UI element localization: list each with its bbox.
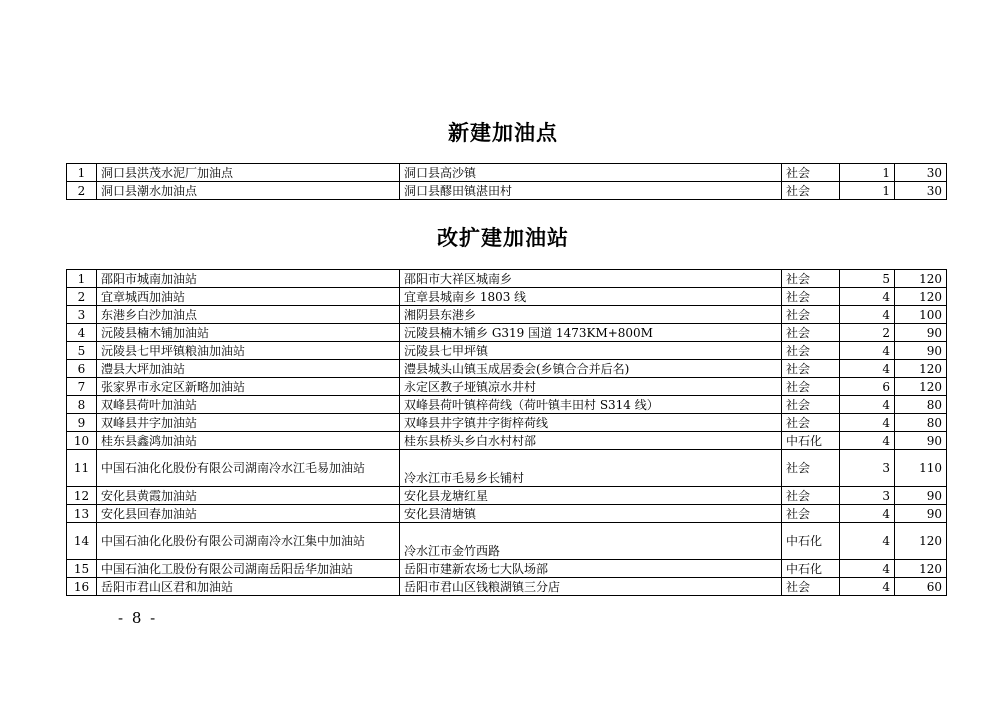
station-location: 双峰县荷叶镇梓荷线（荷叶镇丰田村 S314 线） bbox=[400, 396, 782, 414]
table-row bbox=[67, 288, 947, 306]
row-number: 2 bbox=[67, 288, 97, 306]
capacity-value: 120 bbox=[895, 288, 947, 306]
row-number: 15 bbox=[67, 560, 97, 578]
station-type: 中石化 bbox=[782, 560, 840, 578]
capacity-value: 90 bbox=[895, 505, 947, 523]
station-type: 社会 bbox=[782, 270, 840, 288]
station-type: 社会 bbox=[782, 360, 840, 378]
station-location: 沅陵县楠木铺乡 G319 国道 1473KM+800M bbox=[400, 324, 782, 342]
table-row bbox=[67, 578, 947, 596]
new-stations-table bbox=[66, 163, 947, 200]
station-location: 冷水江市金竹西路 bbox=[400, 523, 782, 560]
station-location: 宜章县城南乡 1803 线 bbox=[400, 288, 782, 306]
station-location: 邵阳市大祥区城南乡 bbox=[400, 270, 782, 288]
row-number: 13 bbox=[67, 505, 97, 523]
row-number: 8 bbox=[67, 396, 97, 414]
station-type: 中石化 bbox=[782, 432, 840, 450]
station-type: 社会 bbox=[782, 487, 840, 505]
pump-count: 1 bbox=[840, 164, 895, 182]
section-title-new: 新建加油点 bbox=[448, 120, 558, 145]
capacity-value: 120 bbox=[895, 560, 947, 578]
station-name: 岳阳市君山区君和加油站 bbox=[97, 578, 400, 596]
capacity-value: 90 bbox=[895, 487, 947, 505]
capacity-value: 30 bbox=[895, 164, 947, 182]
pump-count: 4 bbox=[840, 432, 895, 450]
row-number: 11 bbox=[67, 450, 97, 487]
row-number: 9 bbox=[67, 414, 97, 432]
row-number: 1 bbox=[67, 164, 97, 182]
station-name: 中国石油化工股份有限公司湖南岳阳岳华加油站 bbox=[97, 560, 400, 578]
capacity-value: 90 bbox=[895, 342, 947, 360]
station-type: 社会 bbox=[782, 288, 840, 306]
station-type: 社会 bbox=[782, 396, 840, 414]
table-row bbox=[67, 360, 947, 378]
capacity-value: 90 bbox=[895, 324, 947, 342]
table-row bbox=[67, 342, 947, 360]
capacity-value: 80 bbox=[895, 414, 947, 432]
pump-count: 4 bbox=[840, 505, 895, 523]
pump-count: 5 bbox=[840, 270, 895, 288]
pump-count: 4 bbox=[840, 306, 895, 324]
row-number: 4 bbox=[67, 324, 97, 342]
row-number: 7 bbox=[67, 378, 97, 396]
station-name: 安化县黄霞加油站 bbox=[97, 487, 400, 505]
row-number: 3 bbox=[67, 306, 97, 324]
station-name: 双峰县井字加油站 bbox=[97, 414, 400, 432]
table-row bbox=[67, 378, 947, 396]
row-number: 10 bbox=[67, 432, 97, 450]
pump-count: 4 bbox=[840, 414, 895, 432]
table-row bbox=[67, 270, 947, 288]
capacity-value: 120 bbox=[895, 270, 947, 288]
pump-count: 4 bbox=[840, 578, 895, 596]
capacity-value: 120 bbox=[895, 360, 947, 378]
table-row bbox=[67, 396, 947, 414]
capacity-value: 100 bbox=[895, 306, 947, 324]
station-name: 张家界市永定区新略加油站 bbox=[97, 378, 400, 396]
station-name: 澧县大坪加油站 bbox=[97, 360, 400, 378]
station-name: 邵阳市城南加油站 bbox=[97, 270, 400, 288]
station-name: 中国石油化化股份有限公司湖南冷水江集中加油站 bbox=[97, 523, 400, 560]
station-location: 湘阴县东港乡 bbox=[400, 306, 782, 324]
pump-count: 1 bbox=[840, 182, 895, 200]
expansion-stations-table bbox=[66, 269, 947, 596]
table-row bbox=[67, 450, 947, 487]
station-type: 社会 bbox=[782, 378, 840, 396]
capacity-value: 120 bbox=[895, 523, 947, 560]
table-row bbox=[67, 324, 947, 342]
station-type: 社会 bbox=[782, 578, 840, 596]
capacity-value: 90 bbox=[895, 432, 947, 450]
station-location: 岳阳市君山区钱粮湖镇三分店 bbox=[400, 578, 782, 596]
station-location: 双峰县井字镇井字街梓荷线 bbox=[400, 414, 782, 432]
station-type: 社会 bbox=[782, 342, 840, 360]
table-row bbox=[67, 560, 947, 578]
station-name: 桂东县鑫鸿加油站 bbox=[97, 432, 400, 450]
table-row bbox=[67, 306, 947, 324]
table-row bbox=[67, 414, 947, 432]
station-location: 澧县城头山镇玉成居委会(乡镇合合并后名) bbox=[400, 360, 782, 378]
row-number: 16 bbox=[67, 578, 97, 596]
pump-count: 4 bbox=[840, 560, 895, 578]
station-location: 沅陵县七甲坪镇 bbox=[400, 342, 782, 360]
station-location: 安化县清塘镇 bbox=[400, 505, 782, 523]
pump-count: 2 bbox=[840, 324, 895, 342]
table-row bbox=[67, 182, 947, 200]
station-type: 社会 bbox=[782, 450, 840, 487]
pump-count: 4 bbox=[840, 288, 895, 306]
station-type: 社会 bbox=[782, 324, 840, 342]
table-row bbox=[67, 164, 947, 182]
station-name: 洞口县洪茂水泥厂加油点 bbox=[97, 164, 400, 182]
station-location: 洞口县高沙镇 bbox=[400, 164, 782, 182]
station-type: 社会 bbox=[782, 306, 840, 324]
pump-count: 3 bbox=[840, 450, 895, 487]
pump-count: 3 bbox=[840, 487, 895, 505]
station-location: 安化县龙塘红星 bbox=[400, 487, 782, 505]
station-name: 洞口县潮水加油点 bbox=[97, 182, 400, 200]
row-number: 14 bbox=[67, 523, 97, 560]
station-type: 社会 bbox=[782, 164, 840, 182]
table-row bbox=[67, 487, 947, 505]
pump-count: 4 bbox=[840, 396, 895, 414]
capacity-value: 120 bbox=[895, 378, 947, 396]
table-row bbox=[67, 523, 947, 560]
station-location: 岳阳市建新农场七大队场部 bbox=[400, 560, 782, 578]
row-number: 6 bbox=[67, 360, 97, 378]
station-name: 安化县回春加油站 bbox=[97, 505, 400, 523]
row-number: 5 bbox=[67, 342, 97, 360]
pump-count: 4 bbox=[840, 342, 895, 360]
station-type: 社会 bbox=[782, 182, 840, 200]
pump-count: 4 bbox=[840, 360, 895, 378]
row-number: 12 bbox=[67, 487, 97, 505]
pump-count: 4 bbox=[840, 523, 895, 560]
section-title-expand: 改扩建加油站 bbox=[437, 225, 569, 250]
station-location: 永定区教子垭镇凉水井村 bbox=[400, 378, 782, 396]
capacity-value: 30 bbox=[895, 182, 947, 200]
capacity-value: 110 bbox=[895, 450, 947, 487]
row-number: 1 bbox=[67, 270, 97, 288]
station-location: 冷水江市毛易乡长铺村 bbox=[400, 450, 782, 487]
table-row bbox=[67, 505, 947, 523]
station-type: 中石化 bbox=[782, 523, 840, 560]
pump-count: 6 bbox=[840, 378, 895, 396]
table-row bbox=[67, 432, 947, 450]
station-name: 中国石油化化股份有限公司湖南冷水江毛易加油站 bbox=[97, 450, 400, 487]
station-name: 宜章城西加油站 bbox=[97, 288, 400, 306]
station-location: 洞口县醪田镇湛田村 bbox=[400, 182, 782, 200]
station-type: 社会 bbox=[782, 414, 840, 432]
station-name: 沅陵县七甲坪镇粮油加油站 bbox=[97, 342, 400, 360]
station-location: 桂东县桥头乡白水村村部 bbox=[400, 432, 782, 450]
capacity-value: 80 bbox=[895, 396, 947, 414]
station-name: 双峰县荷叶加油站 bbox=[97, 396, 400, 414]
station-name: 沅陵县楠木铺加油站 bbox=[97, 324, 400, 342]
row-number: 2 bbox=[67, 182, 97, 200]
page-number: - 8 - bbox=[118, 609, 158, 627]
capacity-value: 60 bbox=[895, 578, 947, 596]
station-type: 社会 bbox=[782, 505, 840, 523]
station-name: 东港乡白沙加油点 bbox=[97, 306, 400, 324]
